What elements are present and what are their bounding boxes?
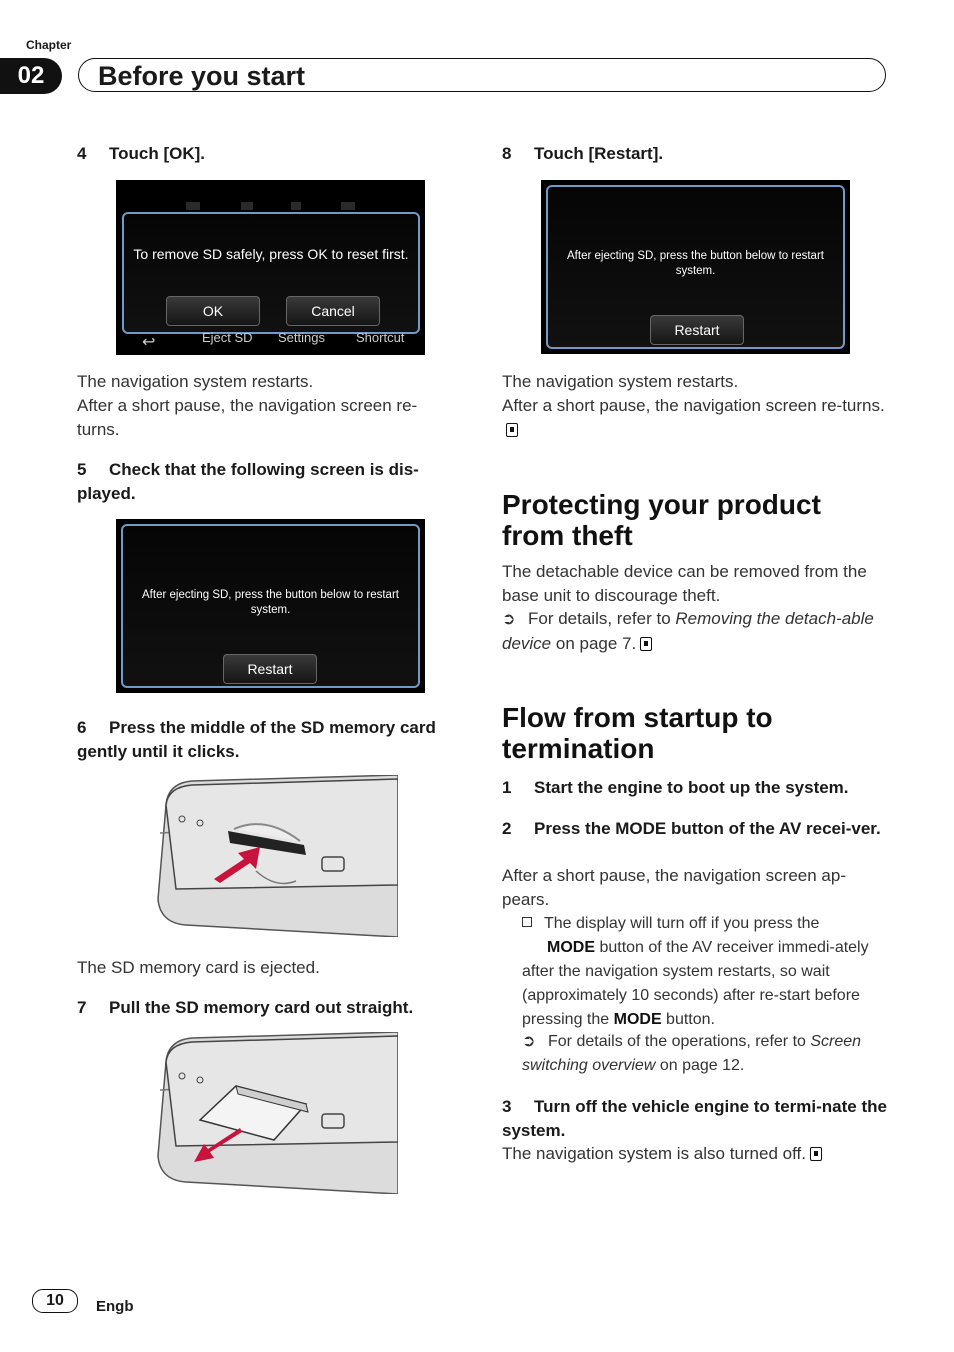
step-7: 7 Pull the SD memory card out straight. (77, 998, 414, 1017)
restart-button[interactable]: Restart (223, 654, 317, 684)
end-mark-icon (810, 1147, 822, 1161)
flow-step-3: 3 Turn off the vehicle engine to termi-nate the system. (502, 1097, 887, 1140)
end-mark-icon (506, 423, 518, 437)
reference-arrow-icon: ➲ (522, 1033, 536, 1050)
screenshot-restart-1 (116, 519, 425, 693)
chapter-label: Chapter (26, 38, 72, 52)
menu-settings[interactable]: Settings (278, 332, 325, 345)
screenshot-restart-2 (541, 180, 850, 354)
background-icons (186, 202, 366, 210)
chapter-title: Before you start (98, 61, 306, 91)
operations-reference: ➲ For details of the operations, refer to Screen switching overview on page 12. (522, 1030, 888, 1078)
cancel-button[interactable]: Cancel (286, 296, 380, 326)
heading-protecting-product: Protecting your product from theft (502, 489, 821, 551)
protecting-body: The detachable device can be removed from the base unit to discourage theft. (502, 562, 867, 605)
page-number: 10 (32, 1289, 78, 1313)
reference-arrow-icon: ➲ (502, 611, 516, 628)
step-4: 4 Touch [OK]. (77, 144, 205, 163)
flow-step-3-body: The navigation system is also turned off. (502, 1142, 888, 1166)
restart-button[interactable]: Restart (650, 315, 744, 345)
reference-link[interactable]: Screen switching overview (522, 1033, 862, 1074)
protecting-reference: ➲ For details, refer to Removing the detach-able device on page 7. (502, 609, 874, 653)
note-box-icon (522, 917, 532, 927)
mode-note: The display will turn off if you press the MODE button of the AV receiver immedi-ately after the navigation system restarts, so wait (approximately 10 seconds) after re-start before pressing the MODE button. (522, 915, 869, 1028)
dialog-message: After ejecting SD, press the button below to restart system. (142, 589, 399, 616)
step-6: 6 Press the middle of the SD memory card gently until it clicks. (77, 718, 436, 761)
bottom-menu-bar (116, 332, 425, 355)
restart-dialog (546, 185, 845, 349)
restart-dialog (121, 524, 420, 688)
flow-step-2-body: After a short pause, the navigation screen ap-pears. (502, 866, 846, 909)
screenshot-remove-sd (116, 180, 425, 355)
dialog-message: After ejecting SD, press the button below to restart system. (567, 250, 824, 277)
menu-eject-sd[interactable]: Eject SD (202, 332, 253, 345)
left-para-sd-ejected: The SD memory card is ejected. (77, 958, 320, 977)
reference-link[interactable]: Removing the detach-able device (502, 609, 874, 653)
heading-flow-startup: Flow from startup to termination (502, 702, 773, 764)
step-8: 8 Touch [Restart]. (502, 144, 664, 163)
sd-insert-illustration (156, 775, 398, 937)
flow-step-1: 1 Start the engine to boot up the system. (502, 778, 849, 797)
chapter-number-badge: 02 (0, 58, 62, 94)
sd-pull-illustration (156, 1032, 398, 1194)
step-5: 5 Check that the following screen is dis-played. (77, 460, 419, 503)
left-para-1: The navigation system restarts. After a short pause, the navigation screen re-turns. (77, 372, 418, 439)
back-icon[interactable]: ↩ (142, 334, 156, 351)
language-code: Engb (96, 1298, 134, 1315)
flow-step-2: 2 Press the MODE button of the AV recei-ver. (502, 819, 881, 838)
dialog-message: To remove SD safely, press OK to reset first. (133, 246, 409, 262)
remove-sd-dialog (122, 212, 420, 334)
menu-shortcut[interactable]: Shortcut (356, 332, 405, 345)
right-para-1: The navigation system restarts. After a short pause, the navigation screen re-turns. (502, 370, 888, 442)
end-mark-icon (640, 637, 652, 651)
ok-button[interactable]: OK (166, 296, 260, 326)
